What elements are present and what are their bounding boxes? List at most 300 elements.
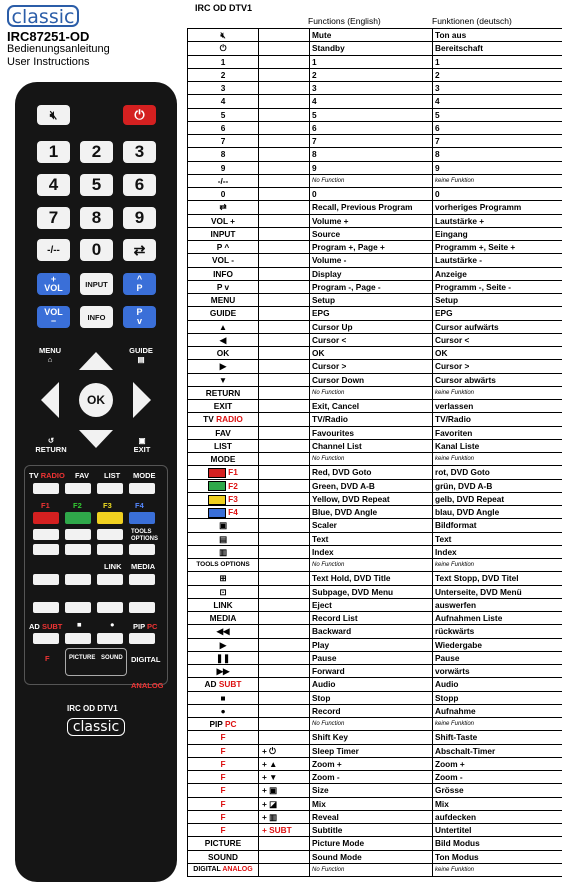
function-english: Display: [310, 267, 433, 280]
table-row: [188, 413, 562, 426]
text-button[interactable]: [65, 529, 91, 540]
function-english: Exit, Cancel: [310, 400, 433, 413]
table-row: [188, 585, 562, 598]
function-english: Volume -: [310, 254, 433, 267]
picture-label: PICTURE: [69, 655, 96, 661]
pip-pc-label: PIP PC: [133, 622, 158, 631]
table-row: [188, 718, 562, 731]
modifier-cell: [259, 320, 310, 333]
table-row: [188, 333, 562, 346]
column-header-german: Funktionen (deutsch): [432, 16, 512, 26]
function-german: keine Funktion: [433, 453, 562, 466]
digit-9-button[interactable]: 9: [123, 207, 156, 229]
subpage-icon: ⊡: [188, 585, 259, 598]
function-english: Record: [310, 704, 433, 717]
function-german: Programm +, Seite +: [433, 241, 562, 254]
tv-radio-button[interactable]: [33, 483, 59, 494]
function-english: 0: [310, 188, 433, 201]
function-english: Backward: [310, 625, 433, 638]
function-english: Blue, DVD Angle: [310, 506, 433, 519]
ad-subt-button[interactable]: [33, 633, 59, 644]
forward-button[interactable]: [129, 602, 155, 613]
function-english: Subtitle: [310, 824, 433, 837]
modifier-cell: [259, 453, 310, 466]
pause-button[interactable]: [97, 602, 123, 613]
function-german: Zoom +: [433, 757, 562, 770]
function-german: Untertitel: [433, 824, 562, 837]
function-german: Grösse: [433, 784, 562, 797]
recall-button[interactable]: [123, 239, 156, 261]
modifier-cell: [259, 227, 310, 240]
table-row: [188, 665, 562, 678]
volume-up-label: VOL: [44, 283, 63, 293]
function-english: Zoom +: [310, 757, 433, 770]
column-header-english: Functions (English): [308, 16, 381, 26]
key-cell: -/--: [188, 174, 259, 187]
table-row: [188, 29, 562, 42]
program-down-button[interactable]: [123, 306, 156, 328]
table-row: [188, 254, 562, 267]
key-cell: MENU: [188, 294, 259, 307]
function-english: Subpage, DVD Menu: [310, 585, 433, 598]
table-row: [188, 108, 562, 121]
modifier-cell: + ◪: [259, 797, 310, 810]
function-english: 4: [310, 95, 433, 108]
key-cell: TOOLS OPTIONS: [188, 559, 259, 572]
function-english: Size: [310, 784, 433, 797]
key-cell: P ^: [188, 241, 259, 254]
function-german: Programm -, Seite -: [433, 280, 562, 293]
key-cell: RETURN: [188, 386, 259, 399]
table-row: [188, 82, 562, 95]
function-english: Cursor <: [310, 333, 433, 346]
function-german: rot, DVD Goto: [433, 466, 562, 479]
digit-3-button[interactable]: 3: [123, 141, 156, 163]
table-row: [188, 294, 562, 307]
guide-label: GUIDE: [129, 346, 153, 355]
hold-button[interactable]: [33, 544, 59, 555]
key-cell: F2: [188, 479, 259, 492]
function-german: keine Funktion: [433, 386, 562, 399]
function-german: 2: [433, 68, 562, 81]
function-english: Program -, Page -: [310, 280, 433, 293]
modifier-cell: [259, 174, 310, 187]
function-german: Abschalt-Timer: [433, 744, 562, 757]
volume-up-button[interactable]: [37, 273, 70, 295]
remote-control: [15, 82, 177, 882]
table-row: [188, 824, 562, 837]
modifier-cell: [259, 638, 310, 651]
function-table: [187, 28, 562, 877]
return-button[interactable]: [32, 434, 70, 456]
play-button[interactable]: [65, 602, 91, 613]
power-icon: ⏻: [134, 107, 145, 122]
function-english: Shift Key: [310, 731, 433, 744]
table-row: [188, 545, 562, 558]
table-row: [188, 307, 562, 320]
key-cell: F: [188, 731, 259, 744]
digit-6-button[interactable]: 6: [123, 174, 156, 196]
modifier-cell: [259, 731, 310, 744]
function-german: Bereitschaft: [433, 42, 562, 55]
function-english: Mix: [310, 797, 433, 810]
media-button[interactable]: [129, 574, 155, 585]
color-swatch: [208, 468, 226, 478]
power-icon: ⏻: [188, 42, 259, 55]
modifier-cell: [259, 373, 310, 386]
function-english: 3: [310, 82, 433, 95]
table-row: [188, 678, 562, 691]
play-icon: ▶: [188, 638, 259, 651]
function-english: 8: [310, 148, 433, 161]
f3-label: F3: [103, 501, 112, 510]
dash-button[interactable]: -/--: [37, 239, 70, 261]
modifier-cell: [259, 294, 310, 307]
table-row: [188, 360, 562, 373]
function-german: Ton aus: [433, 29, 562, 42]
function-english: No Function: [310, 559, 433, 572]
table-row: [188, 731, 562, 744]
table-row: [188, 519, 562, 532]
right-arrow-icon: ▶: [188, 360, 259, 373]
function-english: Standby: [310, 42, 433, 55]
f2-button[interactable]: [65, 512, 91, 524]
link-button[interactable]: [97, 574, 123, 585]
modifier-cell: [259, 665, 310, 678]
table-row: [188, 135, 562, 148]
function-german: keine Funktion: [433, 718, 562, 731]
key-cell: F: [188, 744, 259, 757]
function-german: Anzeige: [433, 267, 562, 280]
guide-icon: ▤: [137, 355, 145, 364]
table-row: [188, 214, 562, 227]
key-cell: LINK: [188, 598, 259, 611]
table-row: [188, 55, 562, 68]
scaler-button[interactable]: [33, 529, 59, 540]
digit-1-button[interactable]: 1: [37, 141, 70, 163]
table-row: [188, 373, 562, 386]
modifier-cell: [259, 29, 310, 42]
backward-icon: ◀◀: [188, 625, 259, 638]
digital-label: DIGITAL: [131, 655, 161, 664]
function-german: 0: [433, 188, 562, 201]
function-german: TV/Radio: [433, 413, 562, 426]
f4-label: F4: [135, 501, 144, 510]
table-row: [188, 42, 562, 55]
key-cell: PICTURE: [188, 837, 259, 850]
function-german: 5: [433, 108, 562, 121]
sound-label: SOUND: [101, 655, 123, 661]
recall-icon: ⇄: [133, 241, 146, 258]
function-english: 6: [310, 121, 433, 134]
left-arrow-icon[interactable]: [41, 382, 59, 418]
tools-button[interactable]: [129, 544, 155, 555]
function-english: Yellow, DVD Repeat: [310, 492, 433, 505]
modifier-cell: [259, 307, 310, 320]
up-arrow-icon: ▲: [188, 320, 259, 333]
function-english: Source: [310, 227, 433, 240]
table-row: [188, 439, 562, 452]
modifier-cell: [259, 559, 310, 572]
program-up-button[interactable]: [123, 273, 156, 295]
table-row: [188, 347, 562, 360]
function-english: Channel List: [310, 439, 433, 452]
function-english: Zoom -: [310, 771, 433, 784]
modifier-cell: [259, 466, 310, 479]
modifier-cell: + ▣: [259, 784, 310, 797]
modifier-cell: [259, 386, 310, 399]
key-cell: P v: [188, 280, 259, 293]
key-cell: 9: [188, 161, 259, 174]
function-english: 1: [310, 55, 433, 68]
modifier-cell: [259, 148, 310, 161]
modifier-cell: [259, 201, 310, 214]
modifier-cell: + SUBT: [259, 824, 310, 837]
function-english: 5: [310, 108, 433, 121]
function-english: Text Hold, DVD Title: [310, 572, 433, 585]
function-german: Lautstärke -: [433, 254, 562, 267]
table-row: [188, 95, 562, 108]
function-german: rückwärts: [433, 625, 562, 638]
function-german: 6: [433, 121, 562, 134]
exit-button[interactable]: [127, 434, 157, 456]
fav-label: FAV: [75, 471, 90, 480]
input-button[interactable]: INPUT: [80, 273, 113, 295]
key-cell: 7: [188, 135, 259, 148]
function-german: Stopp: [433, 691, 562, 704]
function-english: 7: [310, 135, 433, 148]
table-row: [188, 532, 562, 545]
function-english: Record List: [310, 612, 433, 625]
record-button[interactable]: [97, 633, 123, 644]
f1-label: F1: [41, 501, 50, 510]
function-german: Bild Modus: [433, 837, 562, 850]
key-cell: AD SUBT: [188, 678, 259, 691]
function-english: Text: [310, 532, 433, 545]
table-row: [188, 161, 562, 174]
digit-5-button[interactable]: 5: [80, 174, 113, 196]
f-label: F: [45, 654, 50, 663]
function-german: Text: [433, 532, 562, 545]
backward-button[interactable]: [33, 602, 59, 613]
power-button[interactable]: [123, 105, 156, 125]
function-english: Red, DVD Goto: [310, 466, 433, 479]
key-cell: SOUND: [188, 850, 259, 863]
up-arrow-icon[interactable]: [79, 352, 113, 370]
table-row: [188, 837, 562, 850]
modifier-cell: [259, 612, 310, 625]
list-button[interactable]: [97, 483, 123, 494]
return-icon: ↺: [47, 436, 55, 445]
modifier-cell: [259, 651, 310, 664]
key-cell: F1: [188, 466, 259, 479]
key-cell: GUIDE: [188, 307, 259, 320]
reveal-button[interactable]: [97, 544, 123, 555]
modifier-cell: [259, 863, 310, 876]
modifier-cell: [259, 625, 310, 638]
table-row: [188, 227, 562, 240]
volume-down-label: VOL: [44, 307, 63, 317]
picture-sound-group: [65, 648, 127, 676]
index-button[interactable]: [97, 529, 123, 540]
table-row: [188, 757, 562, 770]
function-english: No Function: [310, 453, 433, 466]
down-arrow-icon[interactable]: [79, 430, 113, 448]
mute-icon: 🔇︎: [49, 107, 58, 122]
modifier-cell: [259, 55, 310, 68]
function-german: grün, DVD A-B: [433, 479, 562, 492]
modifier-cell: + ▥: [259, 810, 310, 823]
mute-button[interactable]: [37, 105, 70, 125]
modifier-cell: [259, 691, 310, 704]
function-german: Wiedergabe: [433, 638, 562, 651]
function-german: Aufnahmen Liste: [433, 612, 562, 625]
table-row: [188, 572, 562, 585]
function-german: 9: [433, 161, 562, 174]
exit-label: EXIT: [133, 445, 151, 454]
function-german: Mix: [433, 797, 562, 810]
modifier-cell: + ▼: [259, 771, 310, 784]
record-icon[interactable]: ●: [110, 620, 115, 629]
model-number: IRC87251-OD: [7, 29, 90, 44]
modifier-cell: [259, 572, 310, 585]
f4-button[interactable]: [129, 512, 155, 524]
program-up-label: P: [136, 283, 143, 293]
index-icon: ▥: [188, 545, 259, 558]
table-row: [188, 638, 562, 651]
function-english: Recall, Previous Program: [310, 201, 433, 214]
menu-label: MENU: [38, 346, 62, 355]
function-english: TV/Radio: [310, 413, 433, 426]
hold-icon: ⊞: [188, 572, 259, 585]
table-row: [188, 704, 562, 717]
table-row: [188, 810, 562, 823]
function-german: Unterseite, DVD Menü: [433, 585, 562, 598]
right-arrow-icon[interactable]: [133, 382, 151, 418]
function-german: vorwärts: [433, 665, 562, 678]
function-english: Reveal: [310, 810, 433, 823]
table-row: [188, 320, 562, 333]
function-english: 9: [310, 161, 433, 174]
function-german: Pause: [433, 651, 562, 664]
function-english: Cursor Up: [310, 320, 433, 333]
function-german: 1: [433, 55, 562, 68]
key-cell: PIP PC: [188, 718, 259, 731]
digit-2-button[interactable]: 2: [80, 141, 113, 163]
f1-button[interactable]: [33, 512, 59, 524]
function-german: Kanal Liste: [433, 439, 562, 452]
modifier-cell: [259, 545, 310, 558]
digit-7-button[interactable]: 7: [37, 207, 70, 229]
subpage-button[interactable]: [65, 544, 91, 555]
table-row: [188, 492, 562, 505]
function-german: Setup: [433, 294, 562, 307]
record-icon: ●: [188, 704, 259, 717]
modifier-cell: [259, 347, 310, 360]
digit-0-button[interactable]: 0: [80, 239, 113, 261]
digit-4-button[interactable]: 4: [37, 174, 70, 196]
function-german: keine Funktion: [433, 863, 562, 876]
table-row: [188, 188, 562, 201]
analog-label: ANALOG: [131, 681, 164, 690]
pip-pc-button[interactable]: [129, 633, 155, 644]
table-row: [188, 267, 562, 280]
modifier-cell: [259, 68, 310, 81]
function-english: Sleep Timer: [310, 744, 433, 757]
function-english: Eject: [310, 598, 433, 611]
chevron-down-icon: v: [136, 316, 142, 326]
modifier-cell: [259, 837, 310, 850]
key-cell: OK: [188, 347, 259, 360]
pause-icon: ❚❚: [188, 651, 259, 664]
ok-label: OK: [87, 393, 105, 407]
table-row: [188, 625, 562, 638]
modifier-cell: [259, 333, 310, 346]
modifier-cell: [259, 598, 310, 611]
recall-icon: ⇄: [188, 201, 259, 214]
color-swatch: [208, 481, 226, 491]
table-row: [188, 466, 562, 479]
function-german: OK: [433, 347, 562, 360]
list-label: LIST: [104, 471, 121, 480]
link-left-button[interactable]: [33, 574, 59, 585]
modifier-cell: [259, 267, 310, 280]
return-label: RETURN: [35, 445, 67, 454]
stop-button[interactable]: [65, 633, 91, 644]
f3-button[interactable]: [97, 512, 123, 524]
tv-radio-label: TV RADIO: [29, 471, 65, 480]
function-german: Bildformat: [433, 519, 562, 532]
volume-down-button[interactable]: [37, 306, 70, 328]
function-english: Volume +: [310, 214, 433, 227]
function-german: aufdecken: [433, 810, 562, 823]
key-cell: TV RADIO: [188, 413, 259, 426]
key-cell: DIGITAL ANALOG: [188, 863, 259, 876]
link-label: LINK: [104, 562, 122, 571]
key-cell: F: [188, 824, 259, 837]
info-button[interactable]: INFO: [80, 306, 113, 328]
function-german: keine Funktion: [433, 559, 562, 572]
link-mid-button[interactable]: [65, 574, 91, 585]
key-cell: 1: [188, 55, 259, 68]
function-german: gelb, DVD Repeat: [433, 492, 562, 505]
modifier-cell: [259, 519, 310, 532]
modifier-cell: [259, 400, 310, 413]
fav-button[interactable]: [65, 483, 91, 494]
key-cell: FAV: [188, 426, 259, 439]
subtitle-en: User Instructions: [7, 56, 90, 68]
key-cell: F: [188, 757, 259, 770]
function-german: blau, DVD Angle: [433, 506, 562, 519]
function-english: Picture Mode: [310, 837, 433, 850]
modifier-cell: [259, 121, 310, 134]
mode-button[interactable]: [129, 483, 155, 494]
table-row: [188, 850, 562, 863]
modifier-cell: [259, 492, 310, 505]
modifier-cell: [259, 254, 310, 267]
table-row: [188, 797, 562, 810]
function-english: Mute: [310, 29, 433, 42]
key-cell: VOL -: [188, 254, 259, 267]
digit-8-button[interactable]: 8: [80, 207, 113, 229]
modifier-cell: + ⏻: [259, 744, 310, 757]
f2-label: F2: [73, 501, 82, 510]
scaler-icon: ▣: [188, 519, 259, 532]
modifier-cell: + ▲: [259, 757, 310, 770]
minus-icon: −: [50, 316, 57, 326]
stop-icon[interactable]: ■: [77, 620, 82, 629]
text-icon: ▤: [188, 532, 259, 545]
